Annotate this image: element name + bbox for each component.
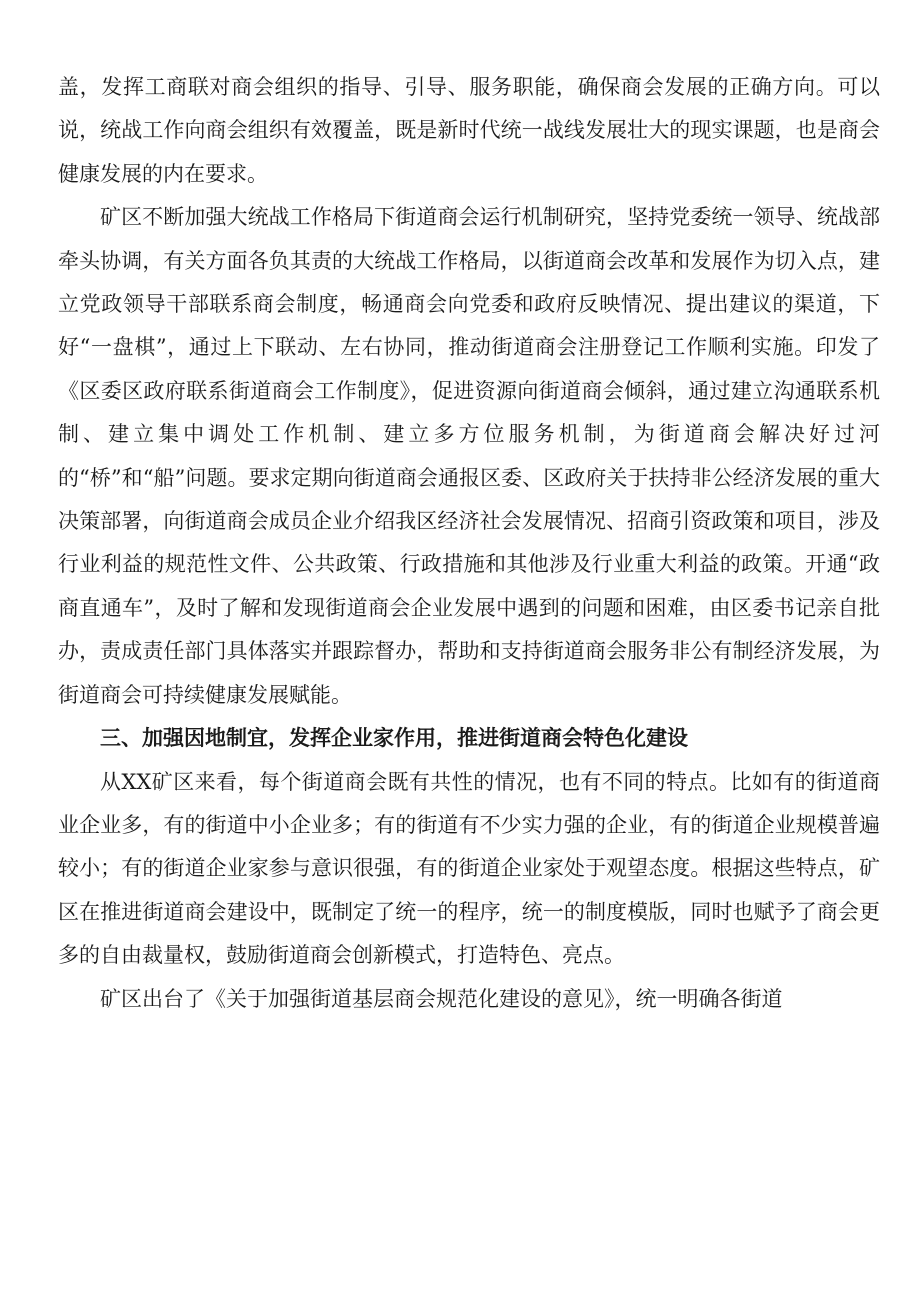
paragraph-street-characteristics: 从XX矿区来看，每个街道商会既有共性的情况，也有不同的特点。比如有的街道商业企业多，有的街道中小企业多；有的街道有不少实力强的企业，有的街道企业规模普遍较小；有的街道企业家参与意识很强，有的街道企业家处于观望态度。根据这些特点，矿区在推进街道商会建设中，既制定了统一的程序，统一的制度模版，同时也赋予了商会更多的自由裁量权，鼓励街道商会创新模式，打造特色、亮点。 bbox=[58, 769, 880, 968]
document-page bbox=[58, 66, 880, 1021]
paragraph-continuation: 盖，发挥工商联对商会组织的指导、引导、服务职能，确保商会发展的正确方向。可以说，统战工作向商会组织有效覆盖，既是新时代统一战线发展壮大的现实课题，也是商会健康发展的内在要求。 bbox=[58, 75, 880, 186]
section-heading-three: 三、加强因地制宜，发挥企业家作用，推进街道商会特色化建设 bbox=[100, 726, 688, 751]
paragraph-standardization-opinion: 矿区出台了《关于加强街道基层商会规范化建设的意见》，统一明确各街道 bbox=[100, 986, 783, 1011]
paragraph-united-front-mechanism: 矿区不断加强大统战工作格局下街道商会运行机制研究，坚持党委统一领导、统战部牵头协调，有关方面各负其责的大统战工作格局，以街道商会改革和发展作为切入点，建立党政领导干部联系商会制度，畅通商会向党委和政府反映情况、提出建议的渠道，下好“一盘棋”，通过上下联动、左右协同，推动街道商会注册登记工作顺利实施。印发了《区委区政府联系街道商会工作制度》，促进资源向街道商会倾斜，通过建立沟通联系机制、建立集中调处工作机制、建立多方位服务机制，为街道商会解决好过河的“桥”和“船”问题。要求定期向街道商会通报区委、区政府关于扶持非公经济发展的重大决策部署，向街道商会成员企业介绍我区经济社会发展情况、招商引资政策和项目，涉及行业利益的规范性文件、公共政策、行政措施和其他涉及行业重大利益的政策。开通“政商直通车”，及时了解和发现街道商会企业发展中遇到的问题和困难，由区委书记亲自批办，责成责任部门具体落实并跟踪督办，帮助和支持街道商会服务非公有制经济发展，为街道商会可持续健康发展赋能。 bbox=[58, 205, 880, 707]
